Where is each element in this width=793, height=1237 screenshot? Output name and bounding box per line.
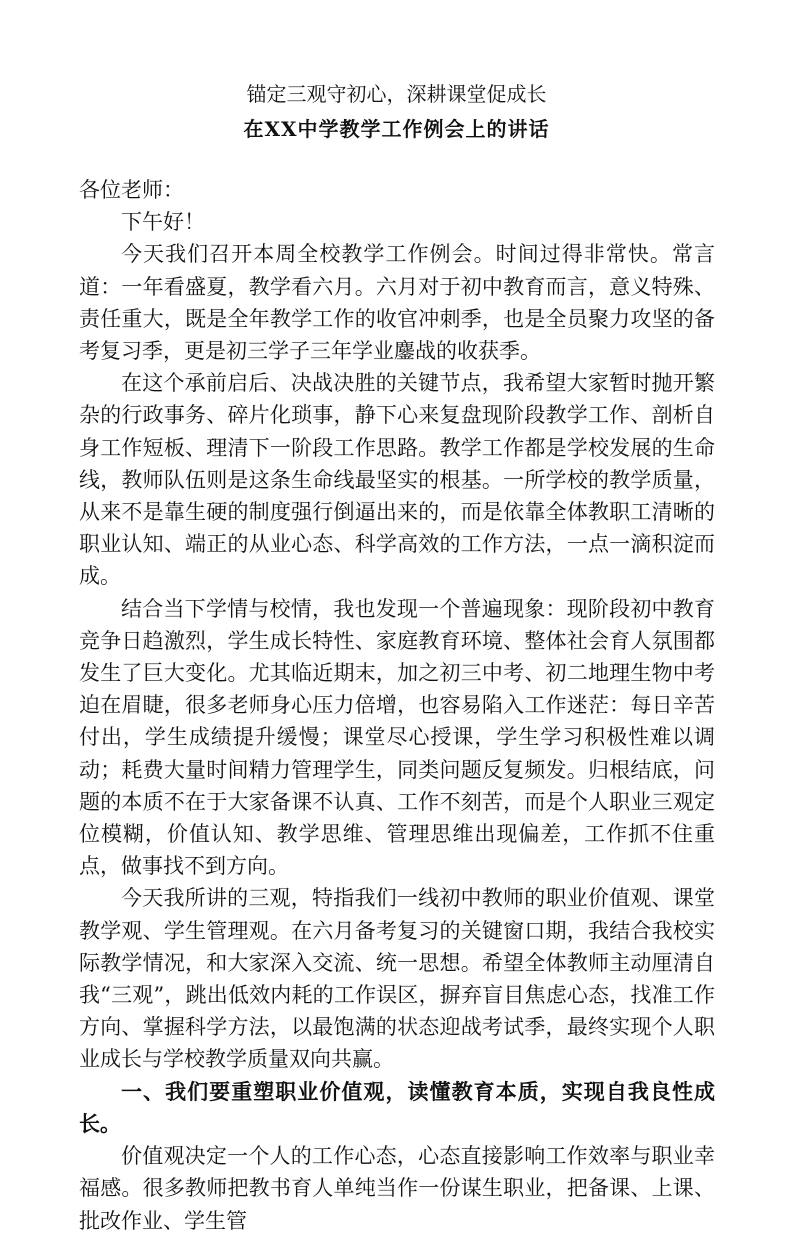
section-heading: 一、我们要重塑职业价值观，读懂教育本质，实现自我良性成长。 (79, 1078, 715, 1136)
paragraph-2: 在这个承前启后、决战决胜的关键节点，我希望大家暂时抛开繁杂的行政事务、碎片化琐事，静下心来复盘现阶段教学工作、剖析自身工作短板、理清下一阶段工作思路。教学工作都是学校发展的生命线，教师队伍则是这条生命线最坚实的根基。一所学校的教学质量，从来不是靠生硬的制度强行倒逼出来的，而是依靠全体教职工清晰的职业认知、端正的从业心态、科学高效的工作方法，一点一滴积淀而成。 (79, 371, 715, 589)
paragraph-1: 今天我们召开本周全校教学工作例会。时间过得非常快。常言道：一年看盛夏，教学看六月。六月对于初中教育而言，意义特殊、责任重大，既是全年教学工作的收官冲刺季，也是全员聚力攻坚的备考复习季，更是初三学子三年学业鏖战的收获季。 (79, 242, 715, 364)
salutation: 各位老师： (79, 178, 184, 202)
paragraph-3: 结合当下学情与校情，我也发现一个普遍现象：现阶段初中教育竞争日趋激烈，学生成长特性、家庭教育环境、整体社会育人氛围都发生了巨大变化。尤其临近期末，加之初三中考、初二地理生物中考迫在眉睫，很多老师身心压力倍增，也容易陷入工作迷茫：每日辛苦付出，学生成绩提升缓慢；课堂尽心授课，学生学习积极性难以调动；耗费大量时间精力管理学生，同类问题反复频发。归根结底，问题的本质不在于大家备课不认真、工作不刻苦，而是个人职业三观定位模糊，价值认知、教学思维、管理思维出现偏差，工作抓不住重点，做事找不到方向。 (79, 596, 715, 879)
paragraph-4: 今天我所讲的三观，特指我们一线初中教师的职业价值观、课堂教学观、学生管理观。在六月备考复习的关键窗口期，我结合我校实际教学情况，和大家深入交流、统一思想。希望全体教师主动厘清自我“三观”，跳出低效内耗的工作误区，摒弃盲目焦虑心态，找准工作方向、掌握科学方法，以最饱满的状态迎战考试季，最终实现个人职业成长与学校教学质量双向共赢。 (79, 886, 715, 1072)
document-body (79, 174, 715, 1237)
section-paragraph: 价值观决定一个人的工作心态，心态直接影响工作效率与职业幸福感。很多教师把教书育人单纯当作一份谋生职业，把备课、上课、批改作业、学生管 (79, 1144, 715, 1233)
document-subtitle: 在XX中学教学工作例会上的讲话 (243, 117, 550, 141)
greeting: 下午好！ (121, 210, 205, 235)
document-title: 锚定三观守初心，深耕课堂促成长 (246, 82, 547, 106)
